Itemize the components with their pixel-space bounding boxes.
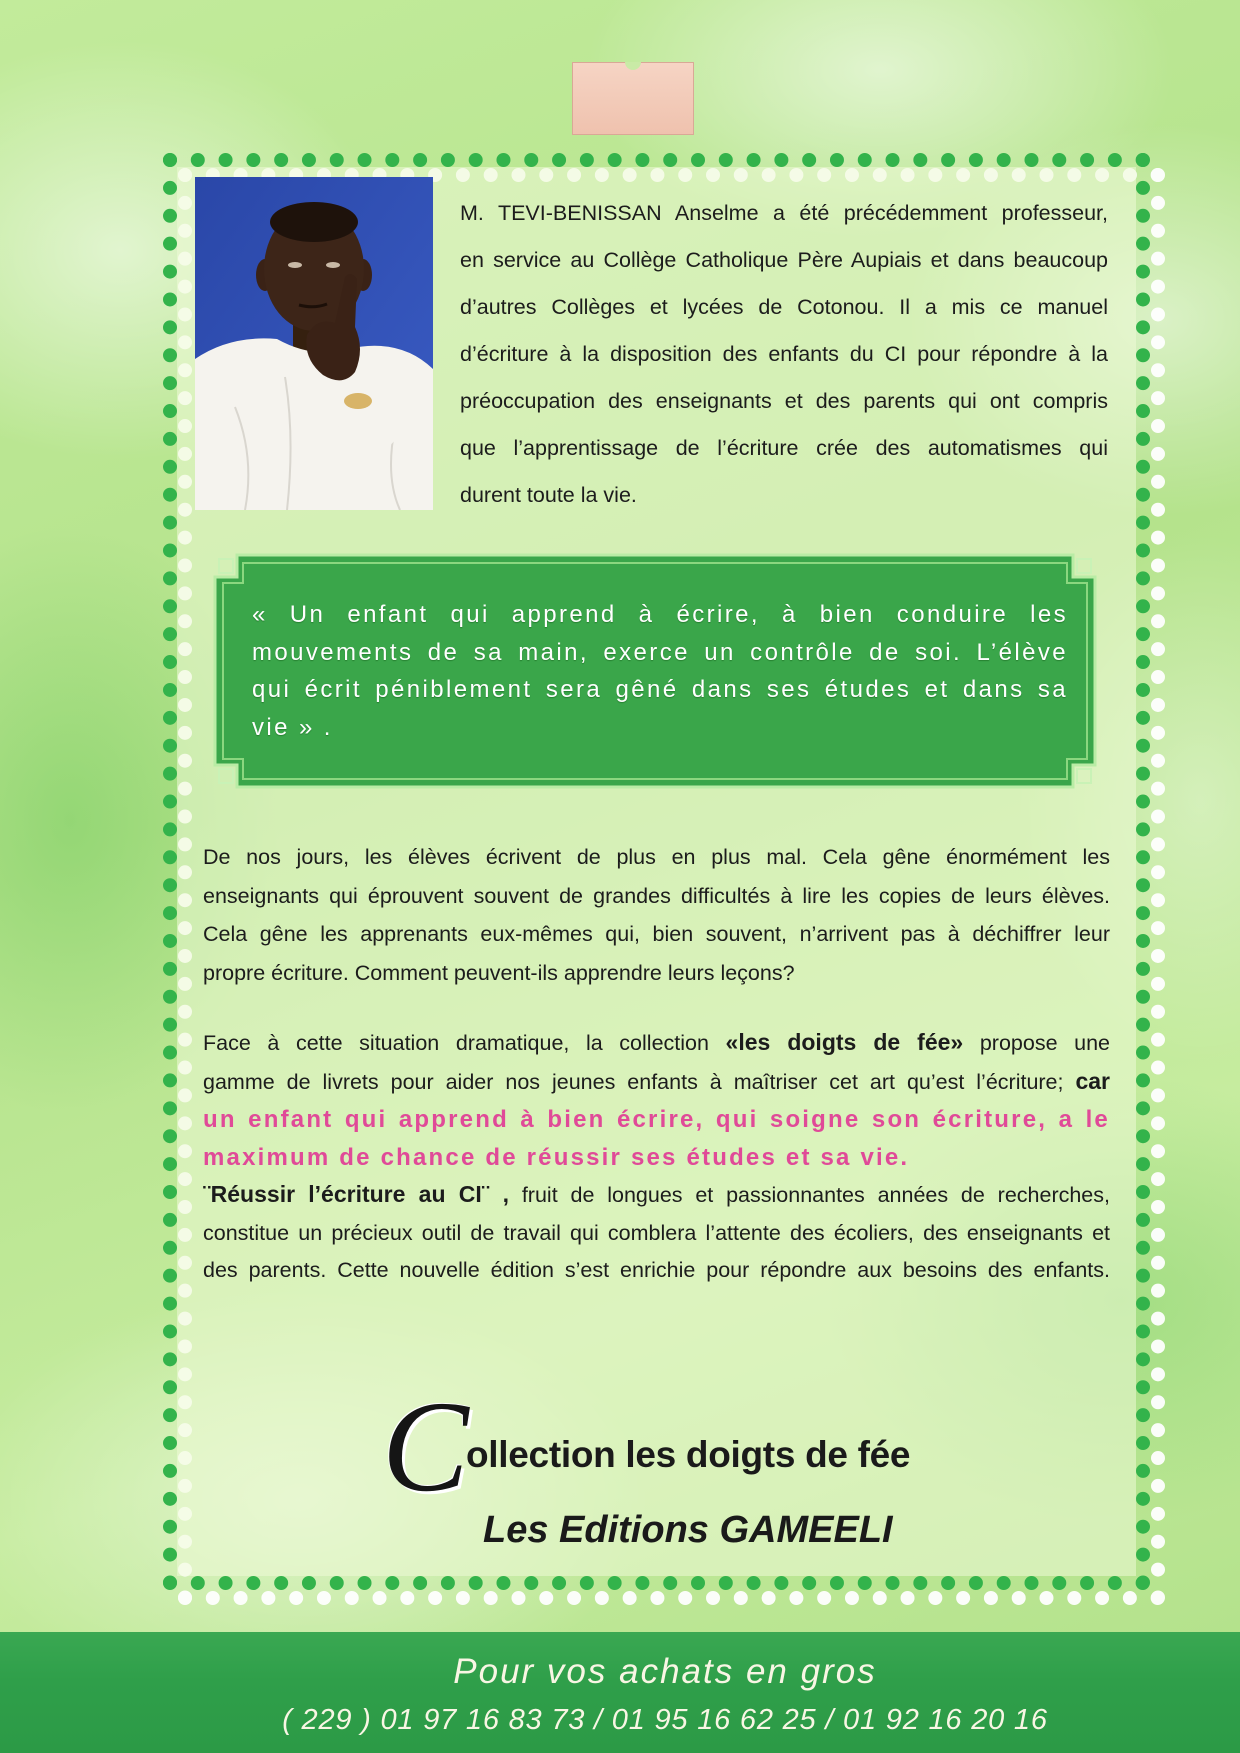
bio-line: en service au Collège Catholique Père Aupiais et dans beaucoup [460,248,1108,272]
paragraph-line: constitue un précieux outil de travail qui comblera l’attente des écoliers, des enseignants et [203,1220,1110,1245]
collection-paragraph [203,1024,1110,1290]
price-sticker [572,62,694,135]
quote-line: mouvements de sa main, exerce un contrôle de soi. L’élève [252,638,1068,666]
paragraph-line [203,1024,1110,1063]
line-text: gamme de livrets pour aider nos jeunes enfants à maîtriser cet art qu’est l’écriture; [203,1069,1076,1094]
bio-line: préoccupation des enseignants et des parents qui ont compris [460,389,1108,413]
line-text: Face à cette situation dramatique, la collection [203,1031,726,1055]
collection-title-inline: «les doigts de fée» [725,1029,964,1055]
bio-line: d’écriture à la disposition des enfants du CI pour répondre à la [460,342,1108,366]
paragraph-line: Cela gêne les apprenants eux-mêmes qui, bien souvent, n’arrivent pas à déchiffrer leur [203,922,1110,946]
quote-line: vie » . [252,713,333,741]
emphasis-word: car [1075,1067,1110,1094]
corner-ornament [219,769,233,783]
paragraph-line [203,1176,1110,1215]
corner-ornament [1077,559,1091,573]
paragraph-line: De nos jours, les élèves écrivent de plus en plus mal. Cela gêne énormément les [203,845,1110,869]
author-bio [460,190,1108,519]
author-eye-left [288,262,302,268]
bio-line: M. TEVI-BENISSAN Anselme a été précédemment professeur, [460,201,1108,225]
footer-band [0,1632,1240,1753]
bio-line: durent toute la vie. [460,483,637,507]
footer-phone-numbers: ( 229 ) 01 97 16 83 73 / 01 95 16 62 25 / 01 92 16 20 16 [282,1704,1048,1736]
publisher-name: Les Editions GAMEELI [483,1509,893,1551]
highlight-line: maximum de chance de réussir ses études et sa vie. [203,1143,910,1171]
author-hair [270,202,358,242]
intro-paragraph [203,838,1110,992]
paragraph-line [203,1063,1110,1102]
quote-line: « Un enfant qui apprend à écrire, à bien conduire les [252,601,1068,628]
author-eye-right [326,262,340,268]
book-title-inline: ¨Réussir l’écriture au CI¨ , [203,1181,510,1207]
paragraph-line: propre écriture. Comment peuvent-ils apprendre leurs leçons? [203,960,795,985]
bio-line: d’autres Collèges et lycées de Cotonou. Il a mis ce manuel [460,295,1108,319]
collection-initial-letter: C [382,1375,469,1519]
line-text: fruit de longues et passionnantes années de recherches, [509,1183,1110,1207]
author-watch [344,393,372,409]
line-text: propose une [963,1031,1110,1055]
paragraph-line: des parents. Cette nouvelle édition s’est enrichie pour répondre aux besoins des enfants. [203,1258,1110,1282]
footer-title: Pour vos achats en gros [453,1652,877,1691]
highlight-line: un enfant qui apprend à bien écrire, qui soigne son écriture, a le [203,1106,1110,1133]
quote-line: qui écrit péniblement sera gêné dans ses études et dans sa [252,676,1068,703]
quote-text [252,596,1068,746]
author-photo [195,177,433,510]
corner-ornament [1077,769,1091,783]
corner-ornament [219,559,233,573]
bio-line: que l’apprentissage de l’écriture crée des automatismes qui [460,436,1108,460]
collection-name: ollection les doigts de fée [466,1434,911,1475]
paragraph-line: enseignants qui éprouvent souvent de grandes difficultés à lire les copies de leurs élèves. [203,883,1110,908]
